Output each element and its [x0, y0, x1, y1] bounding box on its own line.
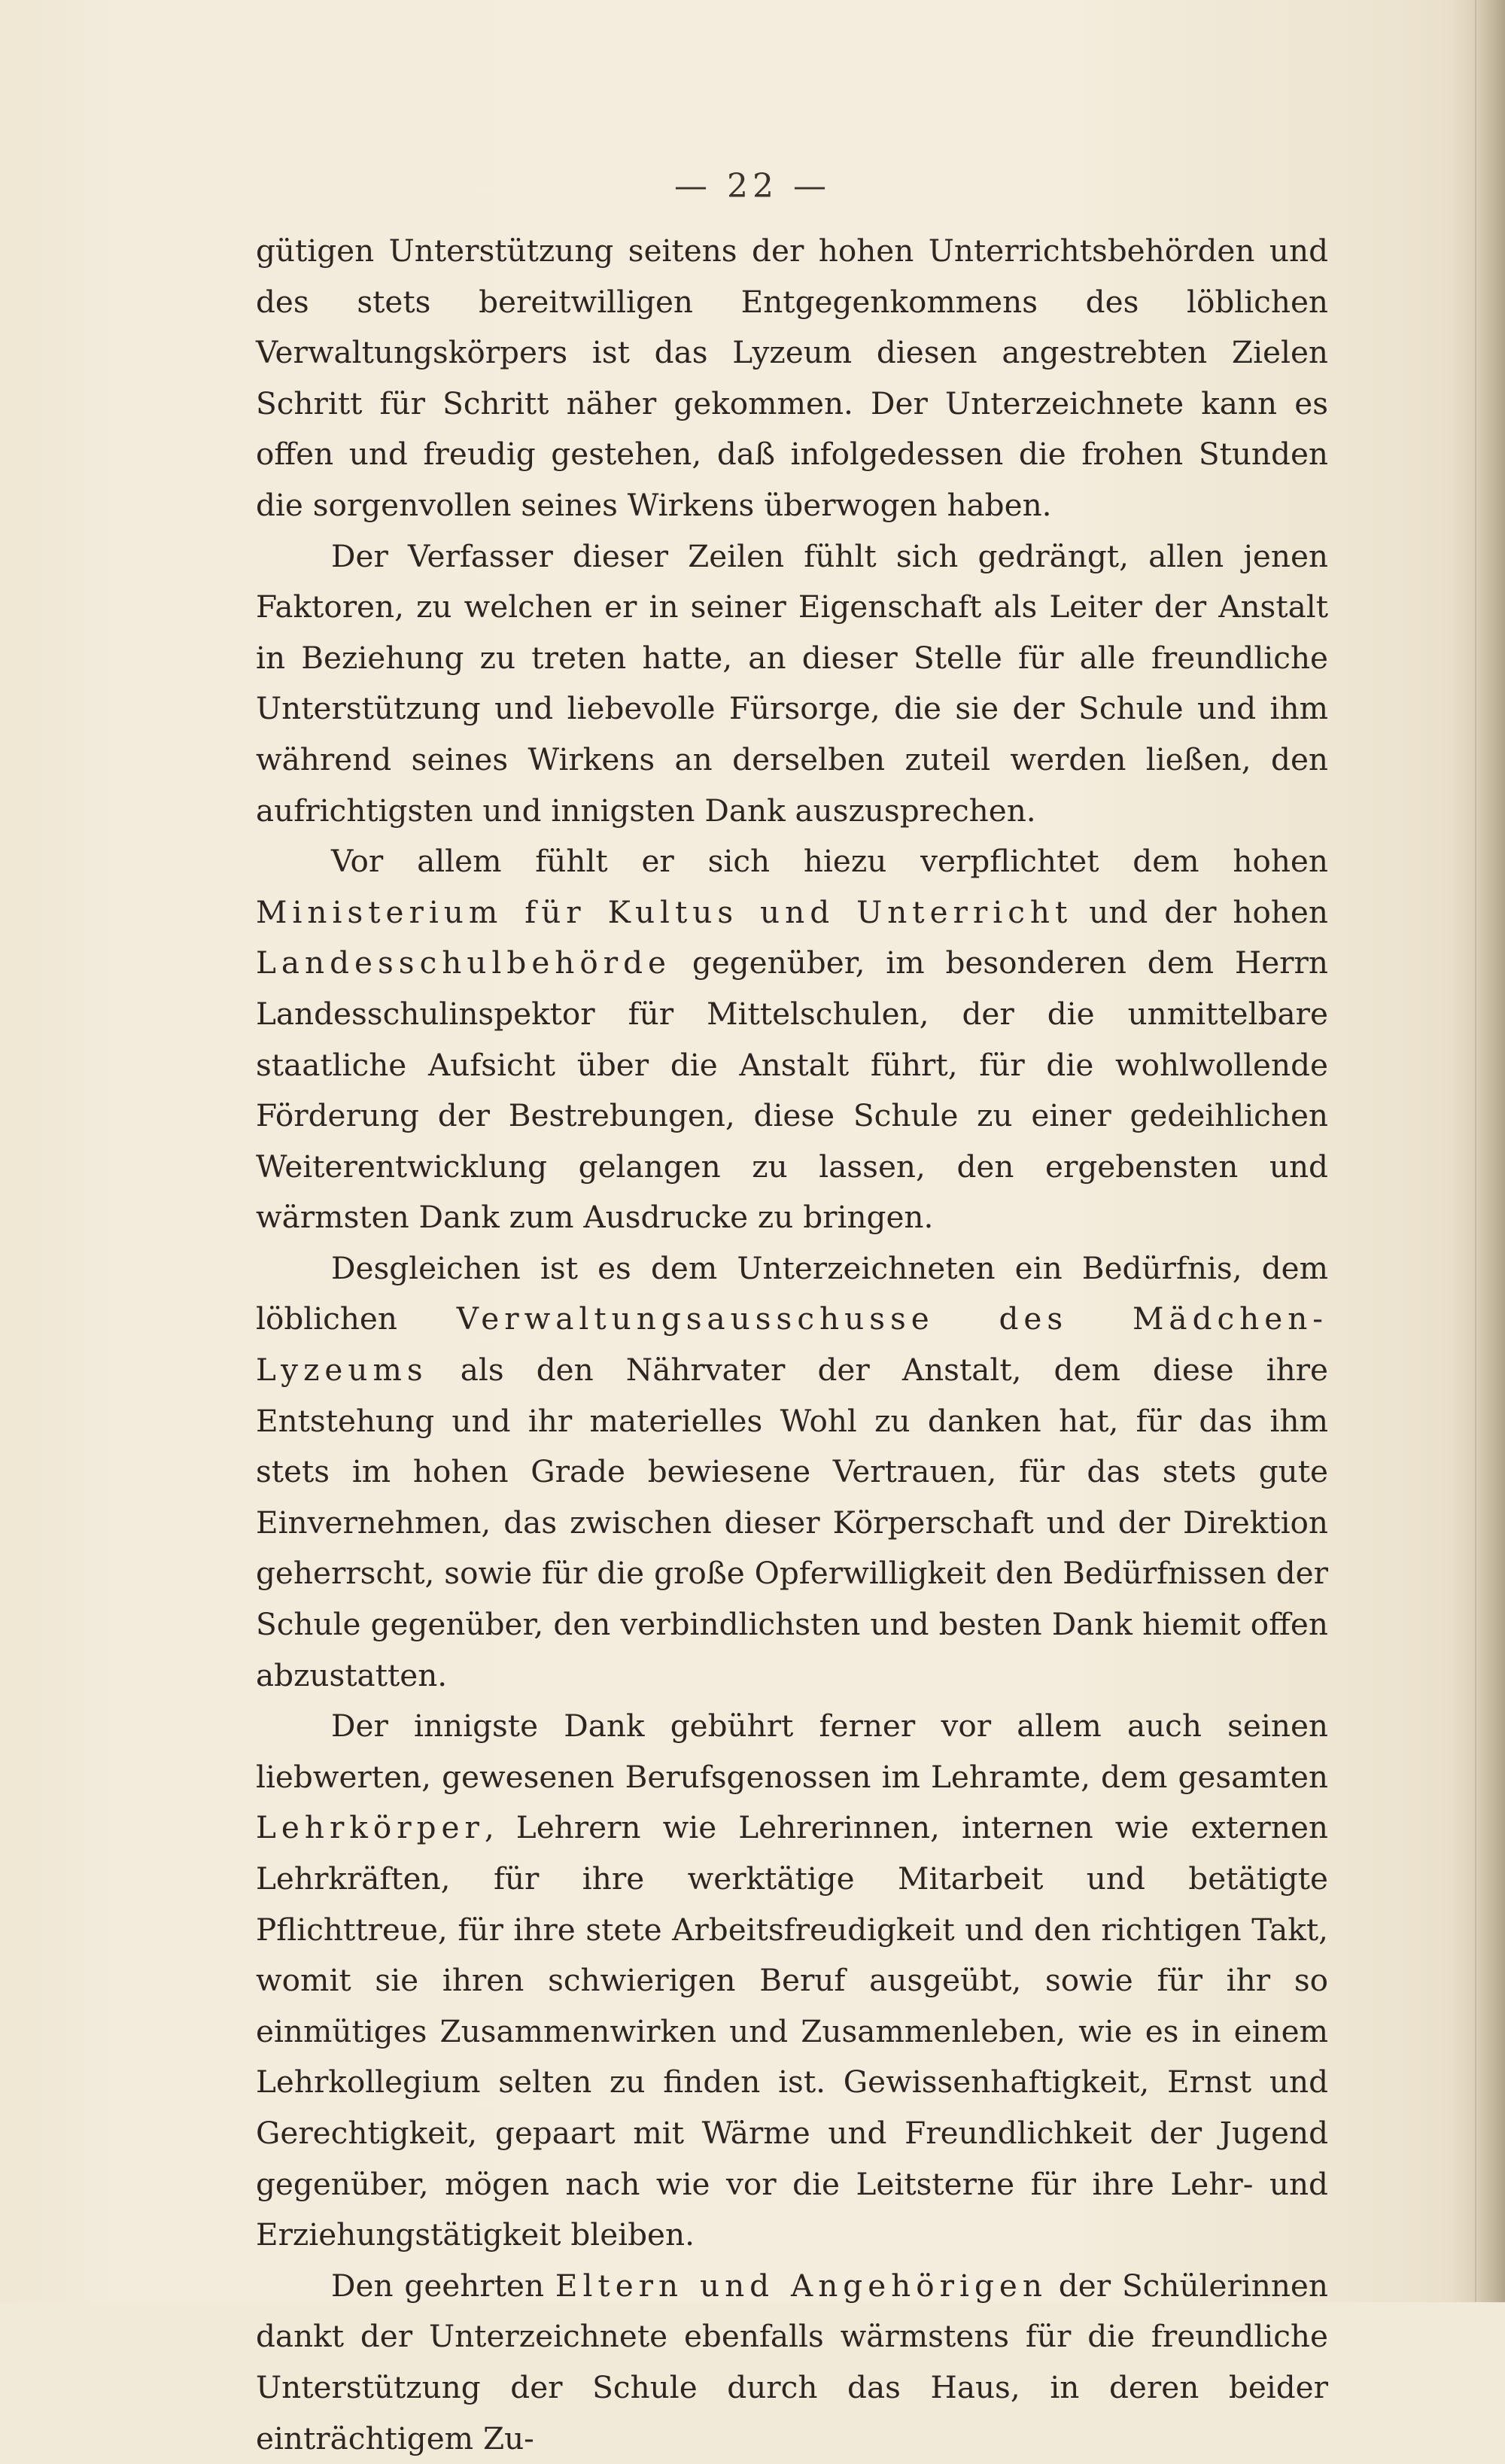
paragraph-5-lead: Der innigste Dank gebührt ferner vor allem auch seinen liebwerten, gewesenen Berufsgenossen im Lehramte, dem gesamten	[256, 1708, 1328, 1795]
paragraph-5-rest: , Lehrern wie Lehrerinnen, internen wie externen Lehrkräften, für ihre werktätige Mitarbeit und betätigte Pflichttreue, für ihre stete Arbeitsfreudigkeit und den richtigen Takt, womit sie ihren schwierigen Beruf ausgeübt, sowie für ihr so einmütiges Zusammenwirken und Zusammenleben, wie es in einem Lehrkollegium selten zu finden ist. Gewissenhaftigkeit, Ernst und Gerechtigkeit, gepaart mit Wärme und Freundlichkeit der Jugend gegenüber, mögen nach wie vor die Leitsterne für ihre Lehr- und Erziehungstätigkeit bleiben.	[256, 1809, 1328, 2253]
paragraph-3	[256, 836, 1328, 1243]
body-text	[256, 226, 1328, 2464]
paragraph-2: Der Verfasser dieser Zeilen fühlt sich gedrängt, allen jenen Faktoren, zu welchen er in seiner Eigenschaft als Leiter der Anstalt in Beziehung zu treten hatte, an dieser Stelle für alle freundliche Unterstützung und liebevolle Fürsorge, die sie der Schule und ihm während seines Wirkens an derselben zuteil werden ließen, den aufrichtigsten und innigsten Dank auszusprechen.	[256, 537, 1328, 829]
paragraph-4	[256, 1243, 1328, 1701]
ministry-name-spaced: Ministerium für Kultus und Unterricht	[256, 893, 1073, 930]
paragraph-6-lead: Den geehrten	[331, 2267, 555, 2304]
school-authority-spaced: Landesschulbehörde	[256, 945, 672, 981]
parents-spaced: Eltern und Angehörigen	[555, 2267, 1047, 2304]
paragraph-3-middle: und der hohen	[1072, 893, 1328, 930]
paragraph-6-rest: der Schülerinnen dankt der Unterzeichnete ebenfalls wärmstens für die freundliche Unterstützung der Schule durch das Haus, in deren beider einträchtigem Zu-	[256, 2267, 1328, 2456]
paragraph-1: gütigen Unterstützung seitens der hohen Unterrichtsbehörden und des stets bereitwilligen Entgegenkommens des löblichen Verwaltungskörpers ist das Lyzeum diesen angestrebten Zielen Schritt für Schritt näher gekommen. Der Unterzeichnete kann es offen und freudig gestehen, daß infolgedessen die frohen Stunden die sorgenvollen seines Wirkens überwogen haben.	[256, 233, 1328, 523]
paragraph-4-rest: als den Nährvater der Anstalt, dem diese ihre Entstehung und ihr materielles Wohl zu danken hat, für das ihm stets im hohen Grade bewiesene Vertrauen, für das stets gute Einvernehmen, das zwischen dieser Körperschaft und der Direktion geherrscht, sowie für die große Opferwilligkeit den Bedürfnissen der Schule gegenüber, den verbindlichsten und besten Dank hiemit offen abzustatten.	[256, 1352, 1328, 1693]
teaching-staff-spaced: Lehrkörper	[256, 1809, 485, 1846]
book-spine-shadow	[1452, 0, 1505, 2302]
committee-name-spaced: Verwaltungsausschusse des Mädchen-Lyzeums	[256, 1300, 1328, 1389]
paragraph-5	[256, 1701, 1328, 2261]
paragraph-3-lead: Vor allem fühlt er sich hiezu verpflichtet dem hohen	[331, 843, 1328, 880]
book-spine-edge	[1475, 0, 1476, 2302]
page-number: — 22 —	[674, 167, 831, 205]
paragraph-4-lead: Desgleichen ist es dem Unterzeichneten ein Bedürfnis, dem löblichen	[256, 1249, 1328, 1337]
paragraph-6	[256, 2261, 1328, 2464]
paragraph-3-rest: gegenüber, im besonderen dem Herrn Landesschulinspektor für Mittelschulen, der die unmittelbare staatliche Aufsicht über die Anstalt führt, für die wohlwollende Förderung der Bestrebungen, diese Schule zu einer gedeihlichen Weiterentwicklung gelangen zu lassen, den ergebensten und wärmsten Dank zum Ausdrucke zu bringen.	[256, 945, 1328, 1236]
